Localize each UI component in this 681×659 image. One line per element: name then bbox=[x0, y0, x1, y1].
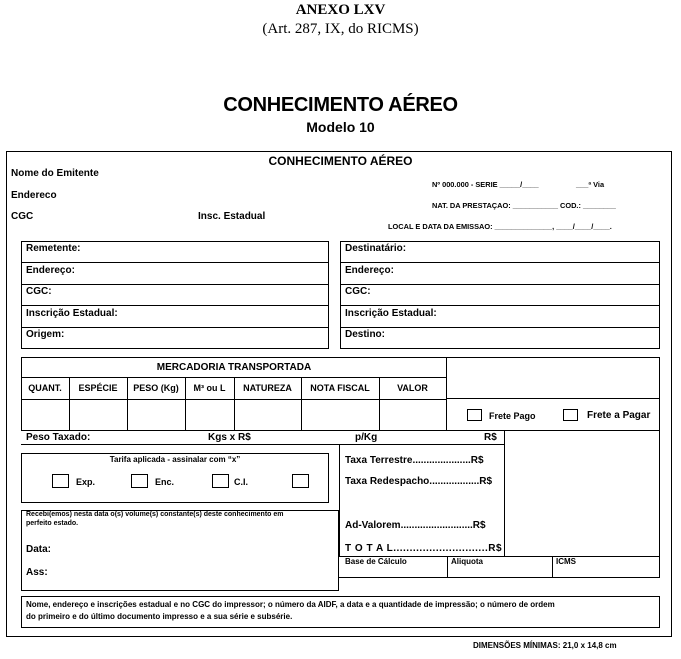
col-value: VALOR bbox=[397, 383, 428, 393]
annex-title: ANEXO LXV bbox=[295, 2, 386, 18]
sender-cgc-label: CGC: bbox=[26, 286, 52, 297]
weight-total-rs-label: R$ bbox=[484, 432, 497, 443]
emitter-cgc-label: CGC bbox=[11, 211, 34, 222]
col-invoice: NOTA FISCAL bbox=[310, 383, 370, 393]
tariff-enc-label: Enc. bbox=[155, 477, 175, 487]
icms-label: ICMS bbox=[556, 557, 576, 566]
minimum-dimensions: DIMENSÕES MÍNIMAS: 21,0 x 14,8 cm bbox=[473, 641, 617, 650]
printer-info-line1: Nome, endereço e inscrições estadual e no CGC do impressor; o número da AIDF, a data e a quantidade de impressão; o número de ordem bbox=[26, 600, 555, 609]
recipient-state-registration-label: Inscrição Estadual: bbox=[345, 308, 437, 319]
receipt-text-line1: Recebi(emos) nesta data o(s) volume(s) constante(s) deste conhecimento em bbox=[26, 511, 284, 518]
tax-base-label: Base de Cálculo bbox=[345, 557, 407, 566]
col-quantity: QUANT. bbox=[28, 383, 62, 393]
recipient-label: Destinatário: bbox=[345, 243, 407, 254]
tariff-other-checkbox[interactable] bbox=[292, 474, 309, 488]
copy-number-field: ___ª Via bbox=[576, 180, 605, 189]
sender-state-registration-label: Inscrição Estadual: bbox=[26, 308, 118, 319]
tariff-ci-checkbox[interactable] bbox=[212, 474, 229, 488]
recipient-box bbox=[340, 241, 660, 349]
per-kg-label: p/Kg bbox=[355, 432, 378, 443]
kgs-rate-label: Kgs x R$ bbox=[208, 432, 251, 443]
recipient-cgc-label: CGC: bbox=[345, 286, 371, 297]
issue-place-date-field: LOCAL E DATA DA EMISSAO: ______________, ____/____/____. bbox=[388, 222, 612, 231]
sender-address-label: Endereço: bbox=[26, 265, 75, 276]
receipt-text-line2: perfeito estado. bbox=[26, 520, 79, 527]
recipient-address-label: Endereço: bbox=[345, 265, 394, 276]
freight-paid-label: Frete Pago bbox=[489, 411, 536, 421]
col-nature: NATUREZA bbox=[243, 383, 292, 393]
article-reference: (Art. 287, IX, do RICMS) bbox=[262, 21, 419, 37]
receipt-date-label: Data: bbox=[26, 544, 52, 555]
col-volume: M³ ou L bbox=[193, 383, 226, 393]
number-series-field: Nº 000.000 - SERIE _____/____ bbox=[432, 180, 539, 189]
charged-weight-label: Peso Taxado: bbox=[26, 432, 91, 443]
land-fee-label: Taxa Terrestre.....................R$ bbox=[345, 455, 484, 466]
col-weight: PESO (Kg) bbox=[133, 383, 179, 393]
printer-info-line2: do primeiro e do último documento impresso e a sua série e subsérie. bbox=[26, 612, 293, 621]
origin-label: Origem: bbox=[26, 329, 65, 340]
tariff-enc-checkbox[interactable] bbox=[131, 474, 148, 488]
tariff-exp-label: Exp. bbox=[76, 477, 96, 487]
goods-title: MERCADORIA TRANSPORTADA bbox=[156, 362, 312, 373]
freight-paid-checkbox[interactable] bbox=[467, 409, 482, 421]
sender-label: Remetente: bbox=[26, 243, 81, 254]
tax-rate-label: Aliquota bbox=[451, 557, 483, 566]
sender-box bbox=[21, 241, 329, 349]
page-title: CONHECIMENTO AÉREO bbox=[223, 94, 458, 116]
total-label: T O T A L.............................R$ bbox=[345, 543, 503, 554]
reshipment-fee-label: Taxa Redespacho..................R$ bbox=[345, 476, 493, 487]
col-species: ESPÉCIE bbox=[78, 383, 118, 393]
tariff-exp-checkbox[interactable] bbox=[52, 474, 69, 488]
receipt-signature-label: Ass: bbox=[26, 567, 48, 578]
emitter-address-label: Endereco bbox=[11, 190, 57, 201]
form-title: CONHECIMENTO AÉREO bbox=[268, 154, 413, 168]
emitter-name-label: Nome do Emitente bbox=[11, 168, 99, 179]
tariff-ci-label: C.I. bbox=[234, 477, 249, 487]
freight-due-checkbox[interactable] bbox=[563, 409, 578, 421]
freight-due-label: Frete a Pagar bbox=[587, 410, 651, 421]
service-nature-field: NAT. DA PRESTAÇAO: ___________ COD.: ________ bbox=[432, 201, 616, 210]
destination-label: Destino: bbox=[345, 329, 385, 340]
ad-valorem-label: Ad-Valorem..........................R$ bbox=[345, 520, 486, 531]
emitter-state-registration-label: Insc. Estadual bbox=[198, 211, 266, 222]
page-subtitle: Modelo 10 bbox=[306, 119, 375, 135]
tariff-title: Tarifa aplicada - assinalar com “x” bbox=[109, 455, 241, 464]
